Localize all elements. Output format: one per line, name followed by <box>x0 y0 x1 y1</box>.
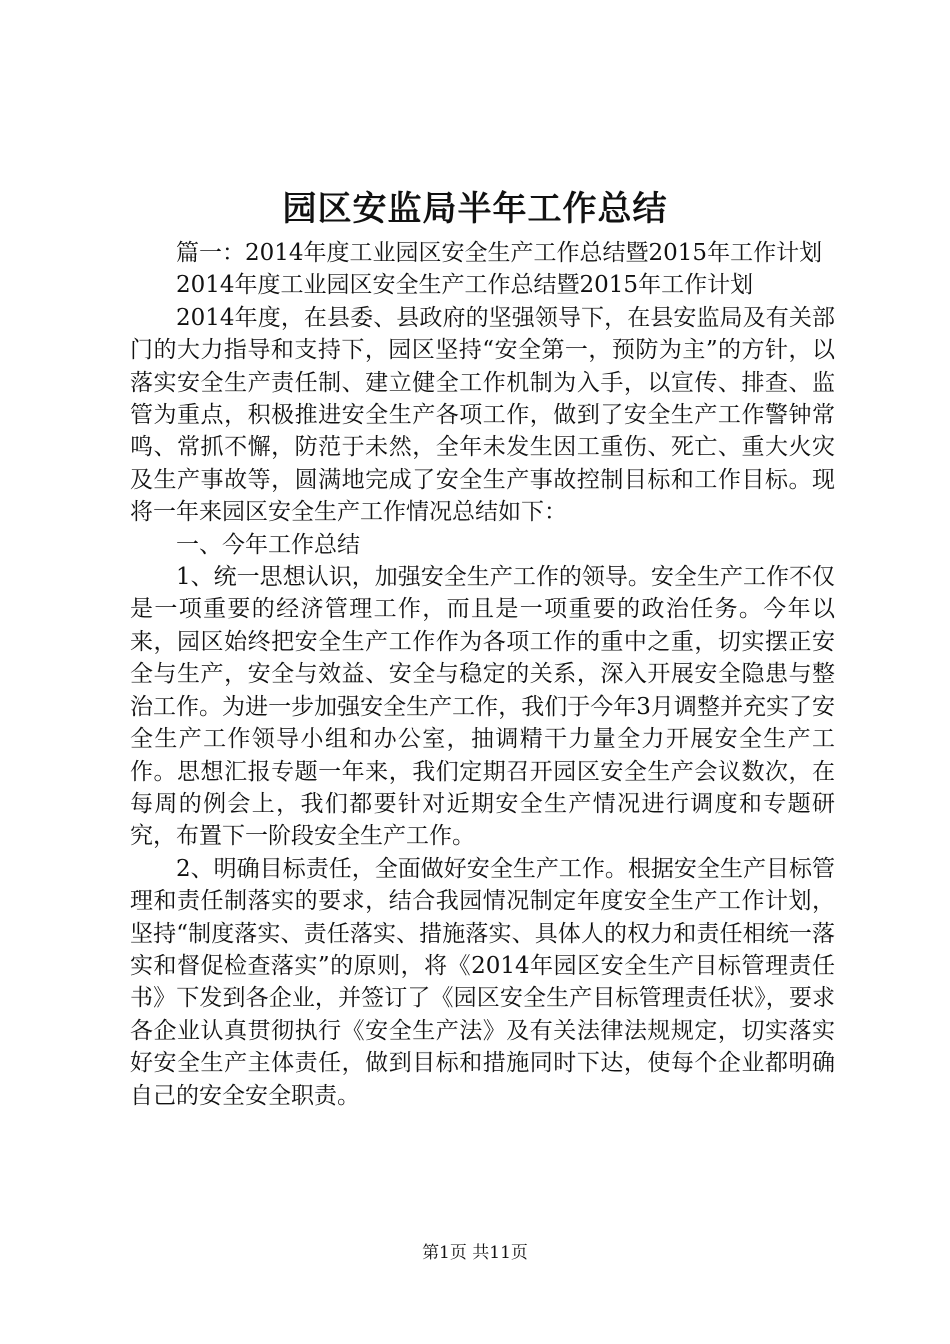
page-number-footer: 第1页 共11页 <box>422 1243 528 1263</box>
paragraph-subtitle: 2014年度工业园区安全生产工作总结暨2015年工作计划 <box>176 272 754 299</box>
document-body <box>130 237 835 1112</box>
paragraph-item-1: 1、统一思想认识，加强安全生产工作的领导。安全生产工作不仅是一项重要的经济管理工作，而且是一项重要的政治任务。今年以来，园区始终把安全生产工作作为各项工作的重中之重，切实摆正安全与生产，安全与效益、安全与稳定的关系，深入开展安全隐患与整治工作。为进一步加强安全生产工作，我们于今年3月调整并充实了安全生产工作领导小组和办公室，抽调精干力量全力开展安全生产工作。思想汇报专题一年来，我们定期召开园区安全生产会议数次，在每周的例会上，我们都要针对近期安全生产情况进行调度和专题研究，布置下一阶段安全生产工作。 <box>130 564 835 850</box>
paragraph-item-2: 2、明确目标责任，全面做好安全生产工作。根据安全生产目标管理和责任制落实的要求，结合我园情况制定年度安全生产工作计划，坚持“制度落实、责任落实、措施落实、具体人的权力和责任相统一落实和督促检查落实”的原则，将《2014年园区安全生产目标管理责任书》下发到各企业，并签订了《园区安全生产目标管理责任状》，要求各企业认真贯彻执行《安全生产法》及有关法律法规规定，切实落实好安全生产主体责任，做到目标和措施同时下达，使每个企业都明确自己的安全安全职责。 <box>130 855 835 1109</box>
document-title: 园区安监局半年工作总结 <box>282 189 668 229</box>
paragraph-section-heading: 篇一：2014年度工业园区安全生产工作总结暨2015年工作计划 <box>176 240 823 266</box>
paragraph-intro: 2014年度，在县委、县政府的坚强领导下，在县安监局及有关部门的大力指导和支持下，园区坚持“安全第一，预防为主”的方针，以落实安全生产责任制、建立健全工作机制为入手，以宣传、排查、监管为重点，积极推进安全生产各项工作，做到了安全生产工作警钟常鸣、常抓不懈，防范于未然，全年未发生因工重伤、死亡、重大火灾及生产事故等，圆满地完成了安全生产事故控制目标和工作目标。现将一年来园区安全生产工作情况总结如下： <box>130 304 835 526</box>
paragraph-heading-summary: 一、今年工作总结 <box>176 531 360 558</box>
